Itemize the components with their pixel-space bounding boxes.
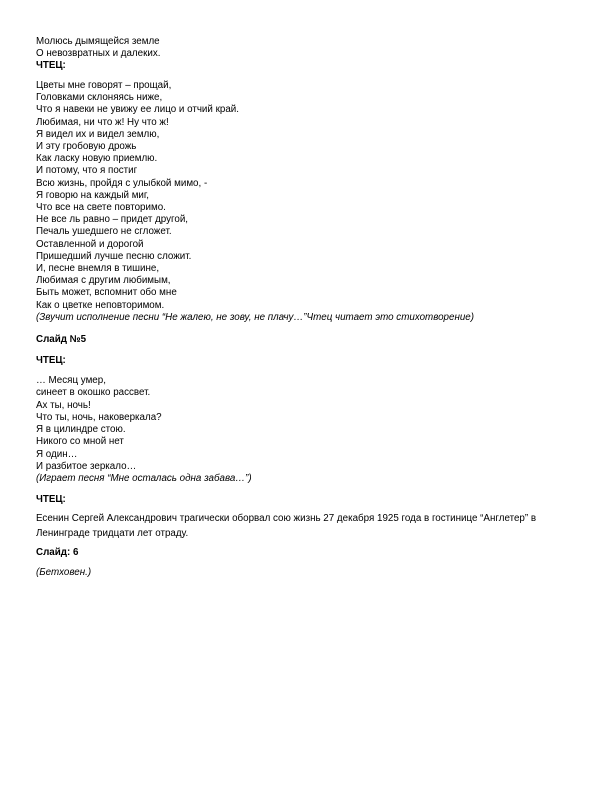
poem-line: Никого со мной нет: [36, 436, 124, 447]
speaker-label: ЧТЕЦ:: [36, 355, 66, 366]
poem-line: Не все ль равно – придет другой,: [36, 214, 189, 225]
poem-line: Я говорю на каждый миг,: [36, 190, 150, 201]
slide-note: (Бетховен.): [36, 567, 92, 578]
speaker-label: ЧТЕЦ:: [36, 494, 66, 505]
slide-heading: Слайд №5: [36, 334, 87, 345]
closing-paragraph: Есенин Сергей Александрович трагически оборвал сою жизнь 27 декабря 1925 года в гостинице “Англетер” в Ленинграде тридцати лет отраду.: [36, 513, 537, 539]
poem-line: И разбитое зеркало…: [36, 461, 137, 472]
poem-line: … Месяц умер,: [36, 375, 106, 386]
stage-direction: (Звучит исполнение песни “Не жалею, не зову, не плачу…”Чтец читает это стихотворение): [36, 312, 475, 323]
poem-line: Оставленной и дорогой: [36, 239, 144, 250]
slide-heading: Слайд: 6: [36, 547, 79, 558]
stage-direction: (Играет песня “Мне осталась одна забава…”): [36, 473, 252, 484]
poem-line: Что ты, ночь, наковеркала?: [36, 412, 162, 423]
poem-line: синеет в окошко рассвет.: [36, 387, 151, 398]
poem-line: Я в цилиндре стою.: [36, 424, 126, 435]
poem-line: Быть может, вспомнит обо мне: [36, 287, 177, 298]
poem-line: Головками склоняясь ниже,: [36, 92, 163, 103]
poem-line: Я один…: [36, 449, 78, 460]
poem-line: Ах ты, ночь!: [36, 400, 91, 411]
poem-line: Я видел их и видел землю,: [36, 129, 160, 140]
poem-line: Печаль ушедшего не сгложет.: [36, 226, 172, 237]
poem-line: И, песне внемля в тишине,: [36, 263, 160, 274]
poem-line: Что все на свете повторимо.: [36, 202, 166, 213]
speaker-label: ЧТЕЦ:: [36, 60, 66, 71]
poem-line: Пришедший лучше песню сложит.: [36, 251, 192, 262]
poem-line: Любимая, ни что ж! Ну что ж!: [36, 117, 169, 128]
intro-line: О невозвратных и далеких.: [36, 48, 161, 59]
poem-line: И эту гробовую дрожь: [36, 141, 137, 152]
poem-line: Как ласку новую приемлю.: [36, 153, 158, 164]
poem-line: Как о цветке неповторимом.: [36, 300, 165, 311]
poem-line: Всю жизнь, пройдя с улыбкой мимо, -: [36, 178, 208, 189]
poem-line: Что я навеки не увижу ее лицо и отчий край.: [36, 104, 239, 115]
intro-line: Молюсь дымящейся земле: [36, 36, 160, 47]
poem-line: Любимая с другим любимым,: [36, 275, 171, 286]
poem-line: И потому, что я постиг: [36, 165, 138, 176]
poem-line: Цветы мне говорят – прощай,: [36, 80, 172, 91]
